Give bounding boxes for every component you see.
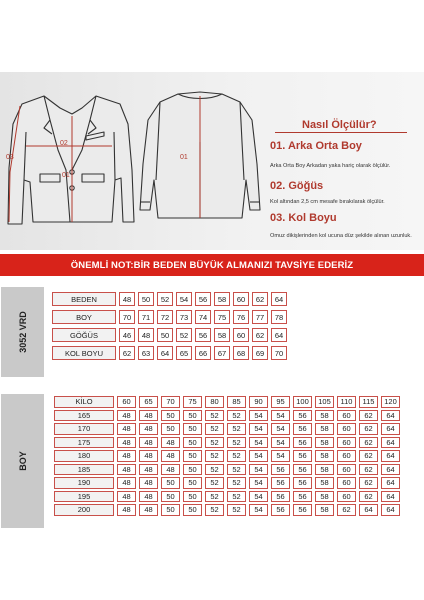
size-cell: 56: [293, 423, 312, 435]
size-table: [49, 288, 290, 364]
size-cell: 75: [214, 310, 230, 324]
size-cell: 56: [271, 464, 290, 476]
size-cell: 56: [195, 328, 211, 342]
height-cell: 195: [54, 491, 114, 503]
height-cell: 175: [54, 437, 114, 449]
size-cell: 70: [119, 310, 135, 324]
size-cell: 48: [138, 328, 154, 342]
size-cell: 58: [315, 437, 334, 449]
size-cell: 50: [157, 328, 173, 342]
size-cell: 64: [271, 328, 287, 342]
size-cell: 56: [293, 450, 312, 462]
size-cell: 50: [183, 504, 202, 516]
size-cell: 48: [139, 437, 158, 449]
size-cell: 60: [337, 410, 356, 422]
model-code-label: 3052 VRD: [17, 311, 28, 353]
table-row: [54, 410, 400, 422]
size-cell: 60: [337, 464, 356, 476]
size-cell: 58: [315, 504, 334, 516]
size-cell: 58: [214, 292, 230, 306]
size-cell: 69: [252, 346, 268, 360]
table-row: [54, 477, 400, 489]
size-cell: 56: [293, 410, 312, 422]
size-cell: 48: [117, 437, 136, 449]
important-note-banner: ÖNEMLİ NOT:BİR BEDEN BÜYÜK ALMANIZI TAVSİYE EDERİZ: [0, 254, 424, 276]
size-cell: 70: [271, 346, 287, 360]
size-cell: 52: [205, 464, 224, 476]
table-row: [52, 310, 287, 324]
size-cell: 64: [381, 464, 400, 476]
row-label: GÖĞÜS: [52, 328, 116, 342]
size-cell: 60: [337, 491, 356, 503]
step-2-description: Kol altından 2,5 cm mesafe bırakılarak ölçülür.: [270, 199, 385, 205]
size-cell: 50: [183, 450, 202, 462]
size-cell: 64: [359, 504, 378, 516]
size-cell: 60: [337, 437, 356, 449]
size-cell: 66: [195, 346, 211, 360]
size-cell: 54: [249, 423, 268, 435]
size-cell: 46: [119, 328, 135, 342]
size-cell: 48: [117, 450, 136, 462]
size-cell: 52: [227, 477, 246, 489]
size-cell: 48: [119, 292, 135, 306]
size-cell: 50: [183, 437, 202, 449]
size-cell: 56: [293, 491, 312, 503]
size-cell: 54: [249, 437, 268, 449]
size-cell: 58: [214, 328, 230, 342]
table-row: [54, 464, 400, 476]
weight-header-label: KİLO: [54, 396, 114, 408]
size-cell: 52: [205, 491, 224, 503]
size-cell: 74: [195, 310, 211, 324]
row-label: BEDEN: [52, 292, 116, 306]
size-cell: 48: [139, 477, 158, 489]
size-cell: 64: [271, 292, 287, 306]
size-cell: 60: [233, 292, 249, 306]
size-cell: 65: [176, 346, 192, 360]
size-cell: 52: [227, 437, 246, 449]
size-cell: 62: [359, 477, 378, 489]
size-cell: 52: [205, 410, 224, 422]
height-weight-table: [51, 394, 403, 518]
measurement-illustration: [0, 72, 424, 250]
height-cell: 180: [54, 450, 114, 462]
size-cell: 64: [381, 437, 400, 449]
size-cell: 56: [271, 477, 290, 489]
size-cell: 56: [271, 504, 290, 516]
size-cell: 56: [293, 504, 312, 516]
size-cell: 54: [249, 464, 268, 476]
size-cell: 68: [233, 346, 249, 360]
size-cell: 62: [337, 504, 356, 516]
table-row: [52, 292, 287, 306]
weight-cell: 95: [271, 396, 290, 408]
size-cell: 52: [205, 477, 224, 489]
weight-cell: 65: [139, 396, 158, 408]
size-cell: 48: [117, 491, 136, 503]
row-label: KOL BOYU: [52, 346, 116, 360]
size-cell: 50: [183, 491, 202, 503]
size-cell: 62: [359, 464, 378, 476]
size-cell: 62: [252, 292, 268, 306]
size-cell: 52: [205, 437, 224, 449]
size-cell: 62: [119, 346, 135, 360]
size-cell: 54: [249, 477, 268, 489]
size-cell: 48: [117, 410, 136, 422]
size-cell: 48: [139, 450, 158, 462]
size-cell: 58: [315, 477, 334, 489]
size-cell: 48: [117, 504, 136, 516]
size-cell: 64: [381, 504, 400, 516]
height-axis-label: BOY: [17, 451, 28, 471]
size-cell: 64: [381, 477, 400, 489]
step-1-description: Arka Orta Boy Arkadan yaka hariç olarak ölçülür.: [270, 163, 391, 169]
size-cell: 48: [161, 437, 180, 449]
size-cell: 64: [157, 346, 173, 360]
size-cell: 58: [315, 450, 334, 462]
weight-cell: 85: [227, 396, 246, 408]
size-cell: 58: [315, 423, 334, 435]
step-1-title: 01. Arka Orta Boy: [270, 140, 362, 152]
weight-cell: 100: [293, 396, 312, 408]
height-cell: 185: [54, 464, 114, 476]
size-cell: 77: [252, 310, 268, 324]
step-3-title: 03. Kol Boyu: [270, 212, 337, 224]
size-cell: 54: [271, 450, 290, 462]
table-row: [54, 450, 400, 462]
size-cell: 63: [138, 346, 154, 360]
weight-header-row: [54, 396, 400, 408]
size-cell: 54: [249, 450, 268, 462]
size-cell: 52: [205, 504, 224, 516]
size-cell: 48: [139, 504, 158, 516]
size-cell: 50: [183, 410, 202, 422]
size-cell: 54: [271, 410, 290, 422]
table-row: [52, 346, 287, 360]
size-cell: 48: [117, 423, 136, 435]
size-cell: 62: [359, 410, 378, 422]
size-cell: 60: [337, 423, 356, 435]
size-cell: 58: [315, 464, 334, 476]
marker-02: 02: [60, 140, 68, 147]
height-cell: 165: [54, 410, 114, 422]
size-cell: 50: [161, 504, 180, 516]
size-table-side-label: [1, 287, 44, 377]
height-table-side-label: [1, 394, 44, 528]
size-cell: 50: [161, 410, 180, 422]
weight-cell: 110: [337, 396, 356, 408]
size-cell: 56: [293, 437, 312, 449]
size-cell: 60: [337, 450, 356, 462]
size-cell: 62: [252, 328, 268, 342]
size-cell: 62: [359, 450, 378, 462]
marker-01-front: 01: [62, 172, 70, 179]
how-to-measure-title: Nasıl Ölçülür?: [302, 119, 377, 131]
size-cell: 52: [227, 423, 246, 435]
size-cell: 50: [183, 477, 202, 489]
size-cell: 48: [161, 450, 180, 462]
size-cell: 64: [381, 450, 400, 462]
height-cell: 190: [54, 477, 114, 489]
step-3-description: Omuz dikişlerinden kol ucuna düz şekilde alınan uzunluk.: [270, 233, 412, 239]
table-row: [54, 504, 400, 516]
size-cell: 52: [176, 328, 192, 342]
weight-cell: 120: [381, 396, 400, 408]
size-cell: 54: [249, 491, 268, 503]
size-cell: 50: [183, 423, 202, 435]
size-cell: 64: [381, 491, 400, 503]
size-cell: 52: [227, 504, 246, 516]
size-cell: 48: [139, 410, 158, 422]
size-cell: 64: [381, 410, 400, 422]
size-cell: 62: [359, 491, 378, 503]
size-cell: 54: [249, 504, 268, 516]
size-cell: 62: [359, 423, 378, 435]
size-cell: 72: [157, 310, 173, 324]
size-cell: 48: [139, 423, 158, 435]
size-cell: 71: [138, 310, 154, 324]
size-cell: 50: [161, 477, 180, 489]
marker-01-back: 01: [180, 154, 188, 161]
size-cell: 50: [161, 423, 180, 435]
table-row: [54, 491, 400, 503]
table-row: [54, 437, 400, 449]
size-cell: 48: [161, 464, 180, 476]
weight-cell: 90: [249, 396, 268, 408]
size-cell: 52: [227, 410, 246, 422]
size-cell: 50: [183, 464, 202, 476]
weight-cell: 75: [183, 396, 202, 408]
size-cell: 62: [359, 437, 378, 449]
size-cell: 60: [233, 328, 249, 342]
height-cell: 170: [54, 423, 114, 435]
size-cell: 48: [117, 464, 136, 476]
size-cell: 52: [227, 491, 246, 503]
size-cell: 52: [227, 464, 246, 476]
size-cell: 56: [195, 292, 211, 306]
size-cell: 56: [271, 491, 290, 503]
size-cell: 54: [176, 292, 192, 306]
row-label: BOY: [52, 310, 116, 324]
size-cell: 54: [271, 423, 290, 435]
size-cell: 58: [315, 410, 334, 422]
table-row: [52, 328, 287, 342]
jacket-drawings: [0, 72, 424, 250]
size-cell: 64: [381, 423, 400, 435]
size-cell: 48: [139, 491, 158, 503]
size-cell: 67: [214, 346, 230, 360]
size-cell: 54: [271, 437, 290, 449]
size-cell: 48: [117, 477, 136, 489]
size-cell: 50: [161, 491, 180, 503]
weight-cell: 105: [315, 396, 334, 408]
weight-cell: 115: [359, 396, 378, 408]
step-2-title: 02. Göğüs: [270, 180, 324, 192]
size-cell: 78: [271, 310, 287, 324]
weight-cell: 60: [117, 396, 136, 408]
size-cell: 48: [139, 464, 158, 476]
size-cell: 50: [138, 292, 154, 306]
size-cell: 52: [157, 292, 173, 306]
size-cell: 76: [233, 310, 249, 324]
marker-03: 03: [6, 154, 14, 161]
size-cell: 56: [293, 464, 312, 476]
size-cell: 54: [249, 410, 268, 422]
title-divider: [275, 132, 407, 133]
size-cell: 52: [227, 450, 246, 462]
size-cell: 56: [293, 477, 312, 489]
size-cell: 52: [205, 423, 224, 435]
weight-cell: 70: [161, 396, 180, 408]
weight-cell: 80: [205, 396, 224, 408]
table-row: [54, 423, 400, 435]
size-cell: 58: [315, 491, 334, 503]
size-cell: 73: [176, 310, 192, 324]
size-cell: 52: [205, 450, 224, 462]
size-cell: 60: [337, 477, 356, 489]
height-cell: 200: [54, 504, 114, 516]
